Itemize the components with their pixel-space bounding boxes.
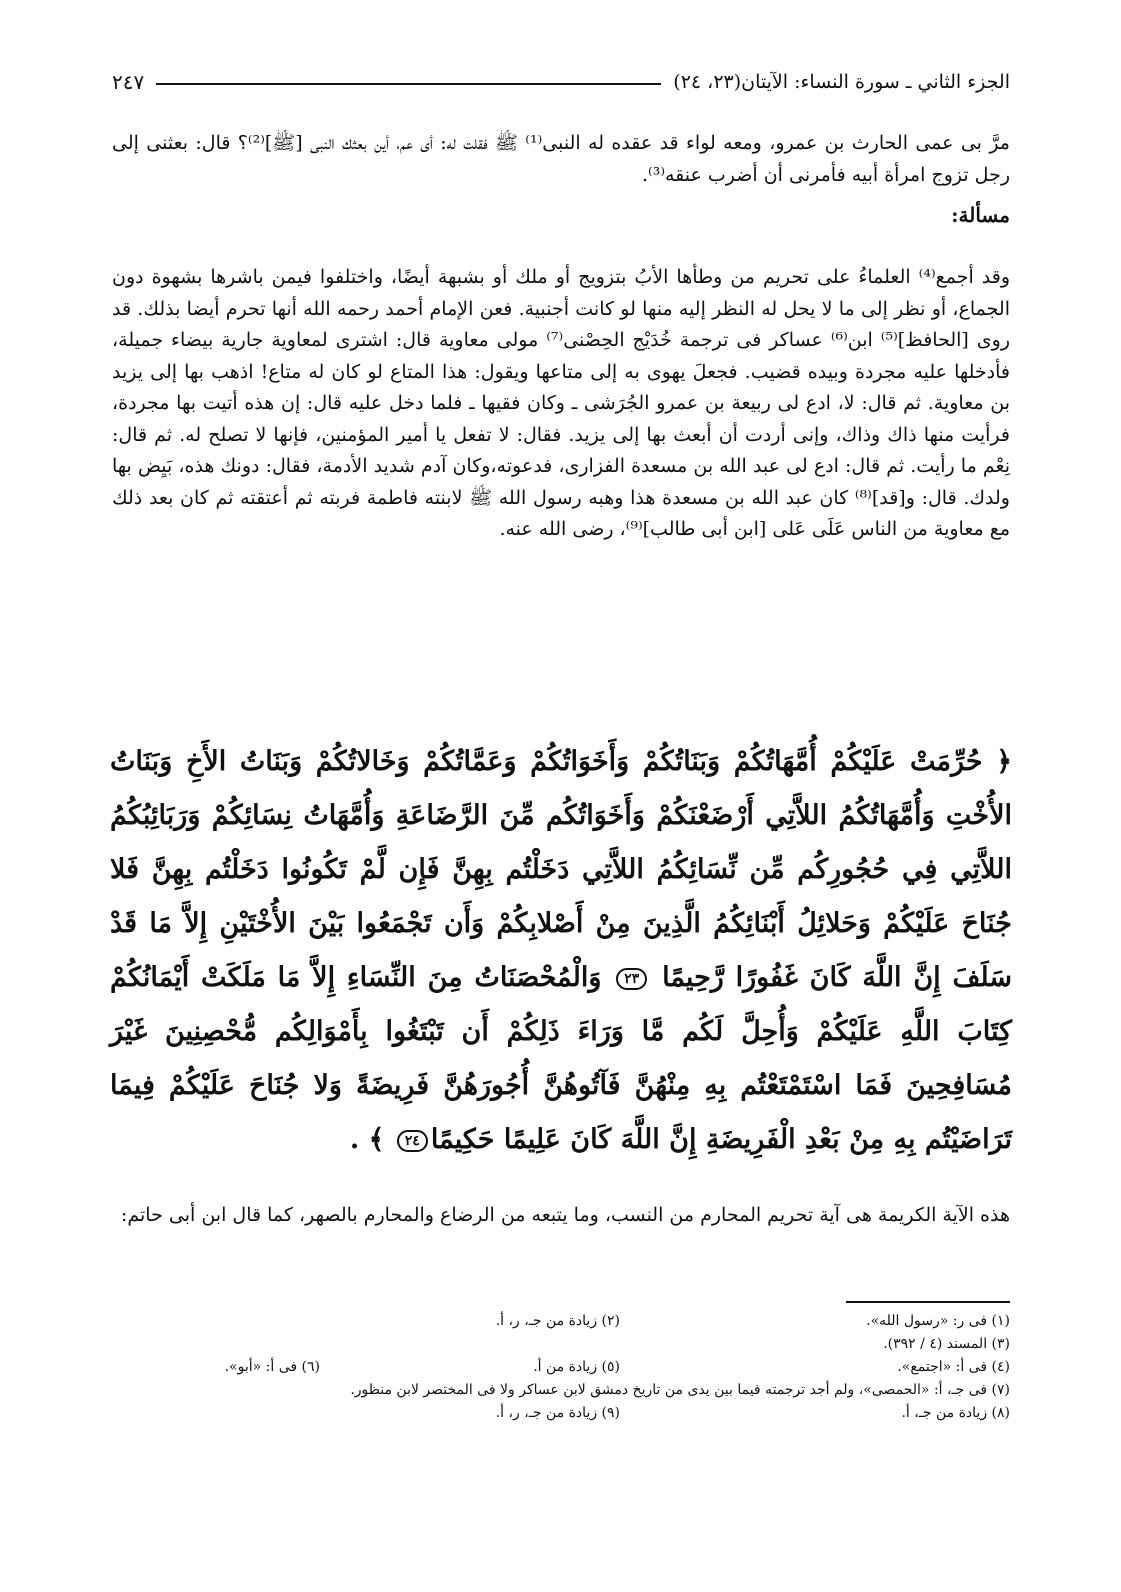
footnote-6: (٦) فى أ: «أبو». bbox=[224, 1359, 320, 1375]
discussion-text: وقد أجمع⁽⁴⁾ العلماءُ على تحريم من وطأها الأبُ بتزويج أو ملك أو بشبهة أيضًا، واختلفوا فيمن باشرها بشهوة دون الجماع، أو نظر إلى ما لا يحل له النظر إليه منها لو كانت أجنبية. فعن الإمام أحمد رحمه الله أنها تحرم أيضا بذلك. قد روى [الحافظ]⁽⁵⁾ ابن⁽⁶⁾ عساكر فى ترجمة خُدَيْج الحِصْنى⁽⁷⁾ مولى معاوية قال: اشترى لمعاوية جارية بيضاء جميلة، فأدخلها عليه مجردة وبيده قضيب. فجعلَ يهوى به إلى متاعها ويقول: هذا المتاع لو كان له متاع! اذهب بها إلى يزيد بن معاوية. ثم قال: لا، ادع لى ربيعة بن عمرو الجُرَشى ـ وكان فقيها ـ فلما دخل عليه قال: إن هذه أتيت بها مجردة، فرأيت منها ذاك وذاك، وإنى أردت أن أبعث بها إلى يزيد. فقال: لا تفعل يا أمير المؤمنين، فإنها لا تصلح له. ثم قال: نِعْم ما رأيت. ثم قال: ادع لى عبد الله بن مسعدة الفزارى، فدعوته،وكان آدم شديد الأدمة، فقال: دونك هذه، بَيِض بها ولدك. قال: و[قد]⁽⁸⁾ كان عبد الله بن مسعدة هذا وهبه رسول الله ﷺ لابنته فاطمة فربته ثم أعتقته ثم كان بعد ذلك مع معاوية من الناس عَلَى عَلى [ابن أبى طالب]⁽⁹⁾، رضى الله عنه. bbox=[112, 266, 1010, 540]
page-number: ٢٤٧ bbox=[112, 70, 145, 94]
section-heading: مسألة: bbox=[951, 203, 1010, 227]
footnote-8: (٨) زيادة من جـ، أ. bbox=[901, 1405, 1010, 1421]
footnote-7: (٧) فى جـ، أ: «الحمصى»، ولم أجد ترجمته فيما بين يدى من تاريخ دمشق لابن عساكر ولا فى المختصر لابن منظور. bbox=[350, 1382, 1010, 1398]
page-header bbox=[112, 66, 1010, 98]
footnote-row bbox=[150, 1310, 1010, 1333]
narration-paragraph bbox=[112, 128, 1010, 191]
footnote-9: (٩) زيادة من جـ، ر، أ. bbox=[495, 1405, 620, 1421]
footnote-5: (٥) زيادة من أ. bbox=[533, 1359, 620, 1375]
narration-text: مرَّ بى عمى الحارث بن عمرو، ومعه لواء قد عقده له النبى⁽¹⁾ ﷺ فقلت له: أى عم، أين بعثك النبى [ﷺ]⁽²⁾؟ قال: بعثنى إلى رجل تزوج امرأة أبيه فأمرنى أن أضرب عنقه⁽³⁾. bbox=[112, 132, 1010, 186]
footnote-row bbox=[150, 1333, 1010, 1356]
discussion-paragraph bbox=[112, 262, 1010, 546]
commentary-paragraph bbox=[112, 1200, 1010, 1232]
close-ornament: ﴾ . bbox=[349, 1124, 385, 1155]
ayah-number-23: ٢٣ bbox=[616, 968, 647, 990]
footnote-row bbox=[150, 1379, 1010, 1402]
footnote-row bbox=[150, 1402, 1010, 1425]
verse-23-text: حُرِّمَتْ عَلَيْكُمْ أُمَّهَاتُكُمْ وَبَنَاتُكُمْ وَأَخَوَاتُكُمْ وَعَمَّاتُكُمْ وَخَالاتُكُمْ وَبَنَاتُ الأَخِ وَبَنَاتُ الأُخْتِ وَأُمَّهَاتُكُمُ اللاَّتِي أَرْضَعْنَكُمْ وَأَخَوَاتُكُم مِّنَ الرَّضَاعَةِ وَأُمَّهَاتُ نِسَائِكُمْ وَرَبَائِبُكُمُ اللاَّتِي فِي حُجُورِكُم مِّن نِّسَائِكُمُ اللاَّتِي دَخَلْتُم بِهِنَّ فَإِن لَّمْ تَكُونُوا دَخَلْتُم بِهِنَّ فَلا جُنَاحَ عَلَيْكُمْ وَحَلائِلُ أَبْنَائِكُمُ الَّذِينَ مِنْ أَصْلابِكُمْ وَأَن تَجْمَعُوا بَيْنَ الأُخْتَيْنِ إِلاَّ مَا قَدْ سَلَفَ إِنَّ اللَّهَ كَانَ غَفُورًا رَّحِيمًا bbox=[110, 746, 1012, 993]
footnote-row bbox=[150, 1356, 1010, 1379]
commentary-text: هذه الآية الكريمة هى آية تحريم المحارم من النسب، وما يتبعه من الرضاع والمحارم بالصهر، كما قال ابن أبى حاتم: bbox=[120, 1204, 1010, 1226]
quran-verse-block bbox=[110, 735, 1012, 1167]
open-ornament: ﴿ bbox=[996, 746, 1013, 777]
footnotes bbox=[150, 1310, 1010, 1425]
footnote-1: (١) فى ر: «رسول الله». bbox=[866, 1313, 1010, 1329]
footnote-3: (٣) المسند (٤ / ٣٩٢). bbox=[883, 1336, 1010, 1352]
ayah-number-24: ٢٤ bbox=[397, 1130, 428, 1152]
verse-24-text: وَالْمُحْصَنَاتُ مِنَ النِّسَاءِ إِلاَّ مَا مَلَكَتْ أَيْمَانُكُمْ كِتَابَ اللَّهِ عَلَيْكُمْ وَأُحِلَّ لَكُم مَّا وَرَاءَ ذَلِكُمْ أَن تَبْتَغُوا بِأَمْوَالِكُم مُّحْصِنِينَ غَيْرَ مُسَافِحِينَ فَمَا اسْتَمْتَعْتُم بِهِ مِنْهُنَّ فَآتُوهُنَّ أُجُورَهُنَّ فَرِيضَةً وَلا جُنَاحَ عَلَيْكُمْ فِيمَا تَرَاضَيْتُم بِهِ مِنْ بَعْدِ الْفَرِيضَةِ إِنَّ اللَّهَ كَانَ عَلِيمًا حَكِيمًا bbox=[110, 962, 1012, 1155]
footnote-rule bbox=[846, 1301, 1010, 1303]
footnote-2: (٢) زيادة من جـ، ر، أ. bbox=[495, 1313, 620, 1329]
running-title: الجزء الثاني ـ سورة النساء: الآيتان(٢٣، ٢٤) bbox=[673, 71, 1010, 93]
header-rule bbox=[156, 83, 661, 85]
footnote-4: (٤) فى أ: «اجتمع». bbox=[897, 1359, 1010, 1375]
